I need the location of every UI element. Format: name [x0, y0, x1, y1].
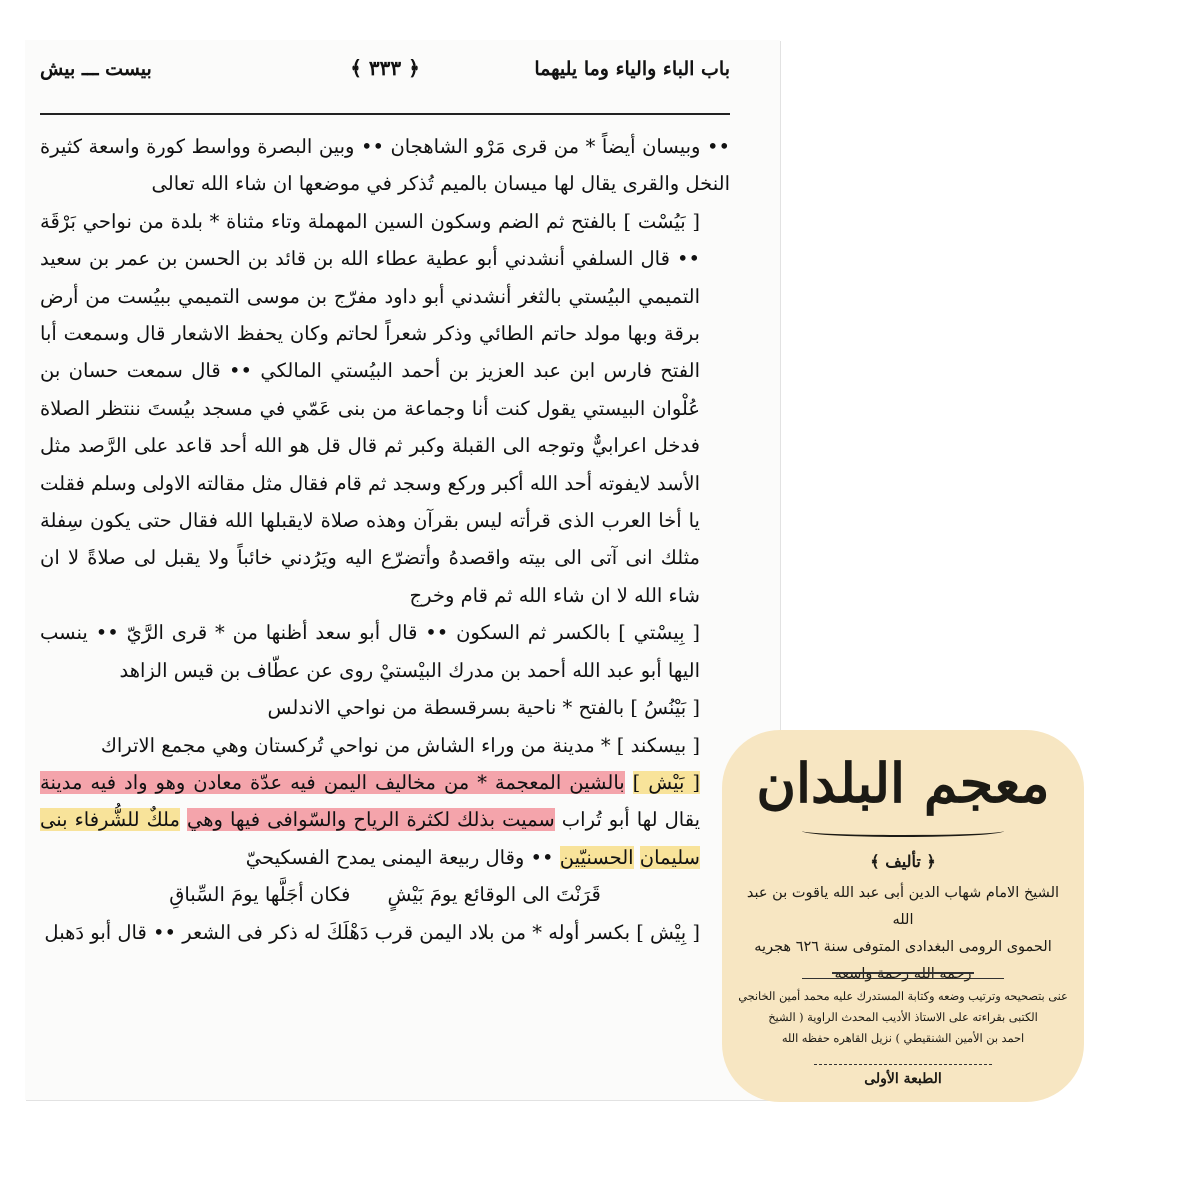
- editor-block: [736, 986, 1070, 1049]
- paragraph-baysan: •• وبيسان أيضاً * من قرى مَرْو الشاهجان •• وبين البصرة وواسط كورة واسعة كثيرة النخل والقرى يقال لها ميسان بالميم تُذكر في موضعها ان شاء الله تعالى: [40, 135, 730, 196]
- highlight-red-line1: بالشين المعجمة * من مخاليف اليمن فيه عدّة معادن وهو واد فيه مدينة: [40, 770, 625, 794]
- editor-line: احمد بن الأمين الشنقيطي ) نزيل القاهره حفظه الله: [781, 1032, 1025, 1045]
- verse-hemistich-2: فكان أجَلَّها يومَ السِّباقِ: [169, 883, 351, 907]
- editor-line: الكتبى بقراءته على الاستاذ الأديب المحدث الراوية ( الشيخ: [768, 1011, 1038, 1024]
- page-number: ﴿ ٣٣٣ ﴾: [350, 56, 420, 80]
- cover-bottom-rule: [814, 1064, 992, 1065]
- entry-baysh: [40, 764, 730, 876]
- edition-label: الطبعة الأولى: [864, 1071, 942, 1087]
- cover-divider-thin: [802, 978, 1004, 979]
- running-head: [40, 50, 730, 92]
- verse-hemistich-1: قَرَنْتَ الى الوقائع يومَ بَيْشٍ: [387, 883, 601, 907]
- book-title: معجم البلدان: [756, 751, 1050, 815]
- author-line: الحموى الرومى البغدادى المتوفى سنة ٦٢٦ هجريه: [754, 939, 1052, 955]
- title-flourish: [802, 825, 1004, 837]
- entry-baysti: [ بِيسْتي ] بالكسر ثم السكون •• قال أبو سعد أظنها من * قرى الرَّيّ •• ينسب اليها أبو عبد الله أحمد بن مدرك البيْستيْ روى عن عطّاف بن قيس الزاهد: [40, 621, 700, 682]
- entry-baysh-abu-turab: يقال لها أبو تُراب: [561, 808, 701, 832]
- header-rule: [40, 113, 730, 115]
- entry-baysh-rest: •• وقال ربيعة اليمنى يمدح الفسكيحيّ: [245, 845, 554, 869]
- author-line: رحمه الله رحمة واسعه: [834, 966, 972, 982]
- editor-line: عنى بتصحيحه وترتيب وضعه وكتابة المستدرك عليه محمد أمين الخانجي: [738, 990, 1068, 1003]
- entry-baynus: [ بَيْنُسُ ] بالفتح * ناحية بسرقسطة من نواحي الاندلس: [267, 696, 700, 720]
- entry-bayust: [ بَيُسْت ] بالفتح ثم الضم وسكون السين المهملة وتاء مثناة * بلدة من نواحي بَرْقَة •• قال السلفي أنشدني أبو عطية عطاء الله بن قائد بن الحسن بن عمر بن سعيد التميمي البيُستي بالثغر أنشدني أبو داود مفرّج بن موسى التميمي ببيُست من أرض برقة وبها مولد حاتم الطائي وذكر شعراً لحاتم وكان يحفظ الاشعار قال وسمعت أبا الفتح فارس ابن عبد العزيز بن أحمد البيُستي المالكي •• قال سمعت حسان بن عُلْوان البيستي يقول كنت أنا وجماعة من بنى عَمّي في مسجد بيُستَ ننتظر الصلاة فدخل اعرابيٌّ وتوجه الى القبلة وكبر ثم قال قل هو الله أحد قاعد على الرَّصد مثل الأسد لايفوته أحد الله أكبر وركع وسجد ثم قام فقال مثل مقالته الاولى وسلم فقلت يا أخا العرب الذى قرأته ليس بقرآن وهذه صلاة لايقبلها الله فقال حتى يكون سِفلة مثلك انى آتى الى بيته واقصدهُ وأتضرّع اليه ويَرُدني خائباً ولا يقبل لى صلاةً لا ان شاء الله لا ان شاء الله ثم قام وخرج: [40, 209, 700, 607]
- author-label: ﴿ تأليف ﴾: [870, 852, 936, 871]
- entry-bish: [ بِيْش ] بكسر أوله * من بلاد اليمن قرب دَهْلَكَ له ذكر فى الشعر •• قال أبو دَهبل: [44, 920, 700, 944]
- author-line: الشيخ الامام شهاب الدين أبى عبد الله ياقوت بن عبد الله: [746, 885, 1060, 928]
- highlight-red-line2: سميت بذلك لكثرة الرياح والسّوافى فيها وهي: [186, 808, 555, 832]
- chapter-heading: باب الباء والياء وما يليهما: [534, 58, 730, 80]
- entry-range: بيست ـــ بيش: [40, 58, 152, 80]
- entry-baysakand: [ بيسكند ] * مدينة من وراء الشاش من نواحي تُركستان وهي مجمع الاتراك: [100, 733, 700, 757]
- dictionary-text: [40, 128, 730, 951]
- highlight-yellow-line3: الحسنيّين: [559, 845, 634, 869]
- highlight-yellow-line2: ملكٌ للشُّرفاء بنى سليمان: [40, 808, 700, 869]
- book-cover-card: [722, 730, 1084, 1102]
- poem-verse: [40, 876, 730, 913]
- entry-baysh-headword: [ بَيْش ]: [632, 770, 700, 794]
- cover-divider: [832, 972, 974, 974]
